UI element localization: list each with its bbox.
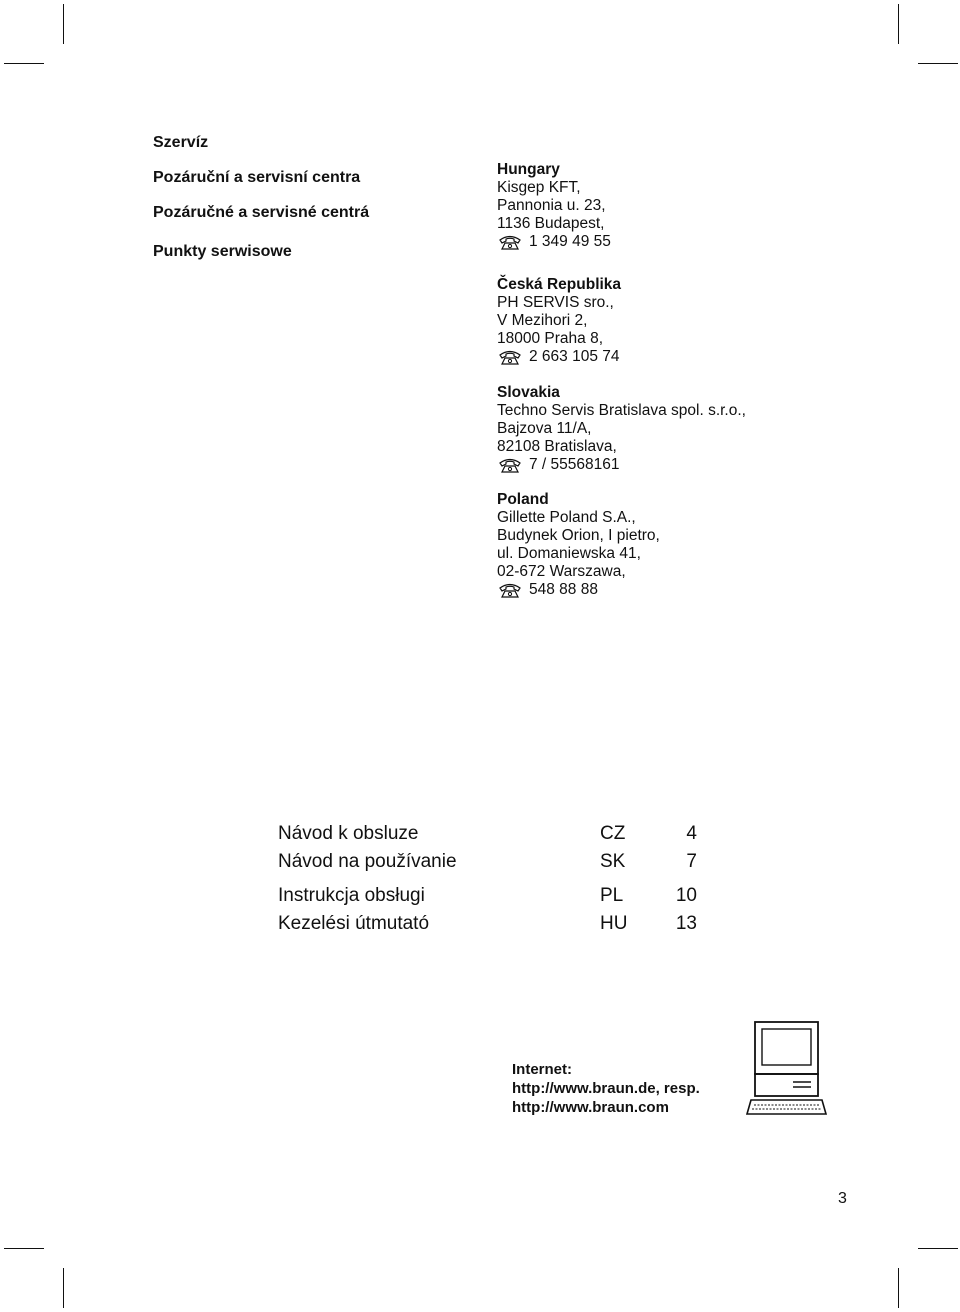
contents-row	[278, 884, 718, 908]
service-center-hungary	[497, 161, 611, 251]
contents-row	[278, 822, 718, 846]
contents-page: 7	[686, 851, 697, 872]
internet-block	[512, 1060, 700, 1117]
crop-mark	[918, 63, 958, 64]
language-code: HU	[600, 913, 628, 934]
internet-label: Internet:	[512, 1061, 572, 1078]
phone-number: 7 / 55568161	[529, 456, 620, 473]
contents-title: Kezelési útmutató	[278, 913, 430, 934]
address-line: Bajzova 11/A,	[497, 420, 592, 437]
country-name: Česká Republika	[497, 276, 622, 293]
phone-line	[497, 581, 660, 599]
phone-number: 1 349 49 55	[529, 233, 611, 250]
service-center-slovakia	[497, 384, 746, 474]
language-code: PL	[600, 885, 624, 906]
heading-cz: Pozáruční a servisní centra	[153, 169, 361, 186]
contents-page: 4	[686, 823, 697, 844]
crop-mark	[898, 4, 899, 44]
page-title: Szervíz	[153, 134, 209, 151]
phone-icon	[497, 457, 523, 473]
phone-line	[497, 348, 621, 366]
language-code: SK	[600, 851, 626, 872]
contents-row	[278, 850, 718, 874]
address-line: 18000 Praha 8,	[497, 330, 604, 347]
internet-url-de[interactable]: http://www.braun.de, resp.	[512, 1080, 700, 1097]
crop-mark	[4, 1248, 44, 1249]
address-line: Kisgep KFT,	[497, 179, 581, 196]
contents-page: 13	[675, 913, 697, 934]
address-line: PH SERVIS sro.,	[497, 294, 614, 311]
language-code: CZ	[600, 823, 626, 844]
contents-title: Návod na používanie	[278, 851, 457, 872]
crop-mark	[898, 1268, 899, 1308]
crop-mark	[918, 1248, 958, 1249]
heading-pl: Punkty serwisowe	[153, 243, 292, 260]
address-line: 1136 Budapest,	[497, 215, 605, 232]
address-line: 82108 Bratislava,	[497, 438, 617, 455]
contents-title: Instrukcja obsługi	[278, 885, 425, 906]
heading-sk: Pozáručné a servisné centrá	[153, 204, 370, 221]
service-center-poland	[497, 491, 660, 599]
phone-number: 548 88 88	[529, 581, 598, 598]
country-name: Poland	[497, 491, 549, 508]
phone-icon	[497, 582, 523, 598]
contents-title: Návod k obsluze	[278, 823, 419, 844]
page-number: 3	[838, 1190, 847, 1207]
phone-icon	[497, 234, 523, 250]
address-line: Gillette Poland S.A.,	[497, 509, 636, 526]
address-line: 02-672 Warszawa,	[497, 563, 626, 580]
service-center-czech	[497, 276, 621, 366]
phone-line	[497, 456, 746, 474]
address-line: V Mezihori 2,	[497, 312, 588, 329]
address-line: Pannonia u. 23,	[497, 197, 606, 214]
internet-url-com[interactable]: http://www.braun.com	[512, 1099, 669, 1116]
country-name: Hungary	[497, 161, 560, 178]
computer-icon	[745, 1020, 829, 1121]
crop-mark	[63, 4, 64, 44]
phone-icon	[497, 349, 523, 365]
phone-line	[497, 233, 611, 251]
crop-mark	[4, 63, 44, 64]
address-line: ul. Domaniewska 41,	[497, 545, 641, 562]
contents-row	[278, 912, 718, 936]
phone-number: 2 663 105 74	[529, 348, 620, 365]
crop-mark	[63, 1268, 64, 1308]
address-line: Budynek Orion, I pietro,	[497, 527, 660, 544]
contents-page: 10	[675, 885, 697, 906]
address-line: Techno Servis Bratislava spol. s.r.o.,	[497, 402, 746, 419]
country-name: Slovakia	[497, 384, 560, 401]
